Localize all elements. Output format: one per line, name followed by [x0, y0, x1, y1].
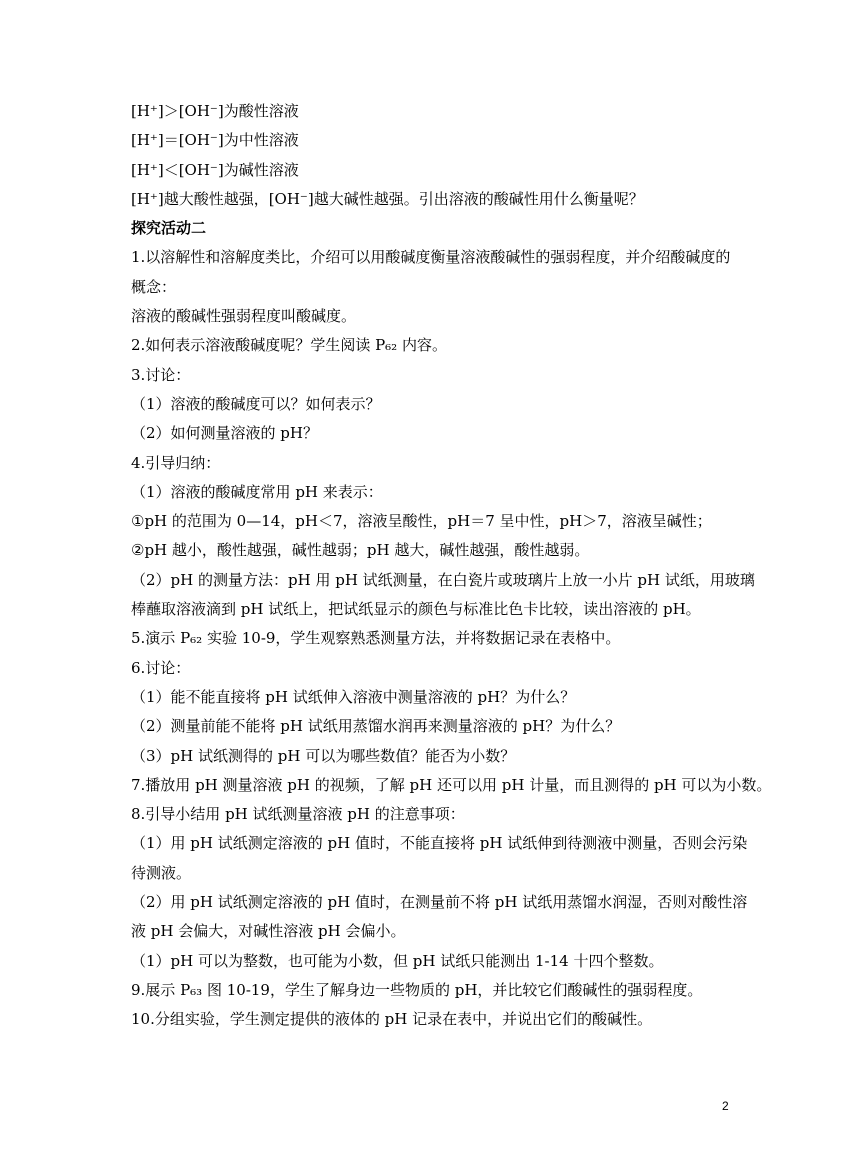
text-line: 10.分组实验，学生测定提供的液体的 pH 记录在表中，并说出它们的酸碱性。: [131, 1010, 653, 1029]
text-line: （1）溶液的酸碱度常用 pH 来表示：: [131, 482, 383, 501]
text-line: 9.展示 P₆₃ 图 10-19，学生了解身边一些物质的 pH，并比较它们酸碱性的强弱程度。: [131, 980, 703, 999]
text-line: 5.演示 P₆₂ 实验 10-9，学生观察熟悉测量方法，并将数据记录在表格中。: [131, 629, 621, 648]
text-line: ①pH 的范围为 0—14，pH＜7，溶液呈酸性，pH＝7 呈中性，pH＞7，溶液呈碱性；: [131, 512, 712, 531]
text-line: 2.如何表示溶液酸碱度呢？学生阅读 P₆₂ 内容。: [131, 336, 447, 355]
text-line: 液 pH 会偏大，对碱性溶液 pH 会偏小。: [131, 922, 406, 941]
text-line: （1）pH 可以为整数，也可能为小数，但 pH 试纸只能测出 1-14 十四个整数。: [131, 951, 664, 970]
text-line: （1）溶液的酸碱度可以？如何表示？: [131, 394, 381, 413]
text-line: （2）测量前能不能将 pH 试纸用蒸馏水润再来测量溶液的 pH？为什么？: [131, 717, 621, 736]
text-line: 6.讨论：: [131, 658, 191, 677]
text-line: （1）用 pH 试纸测定溶液的 pH 值时，不能直接将 pH 试纸伸到待测液中测量，否则会污染: [131, 834, 748, 853]
text-line: 溶液的酸碱性强弱程度叫酸碱度。: [131, 307, 357, 326]
text-line: [H⁺]＜[OH⁻]为碱性溶液: [131, 160, 299, 179]
text-line: （2）用 pH 试纸测定溶液的 pH 值时，在测量前不将 pH 试纸用蒸馏水润湿，否则对酸性溶: [131, 893, 748, 912]
section-heading: 探究活动二: [131, 219, 207, 238]
text-line: 待测液。: [131, 863, 192, 882]
text-line: [H⁺]越大酸性越强，[OH⁻]越大碱性越强。引出溶液的酸碱性用什么衡量呢？: [131, 189, 644, 208]
text-line: [H⁺]＝[OH⁻]为中性溶液: [131, 131, 299, 150]
text-line: 概念：: [131, 277, 177, 296]
page-number: 2: [722, 1099, 729, 1113]
document-body: [131, 101, 772, 1039]
text-line: （1）能不能直接将 pH 试纸伸入溶液中测量溶液的 pH？为什么？: [131, 687, 576, 706]
text-line: （2）pH 的测量方法：pH 用 pH 试纸测量，在白瓷片或玻璃片上放一小片 pH 试纸，用玻璃: [131, 570, 755, 589]
text-line: 1.以溶解性和溶解度类比，介绍可以用酸碱度衡量溶液酸碱性的强弱程度，并介绍酸碱度的: [131, 248, 731, 267]
text-line: 7.播放用 pH 测量溶液 pH 的视频，了解 pH 还可以用 pH 计量，而且测得的 pH 可以为小数。: [131, 775, 772, 794]
text-line: （2）如何测量溶液的 pH？: [131, 424, 318, 443]
text-line: 3.讨论：: [131, 365, 191, 384]
text-line: ②pH 越小，酸性越强，碱性越弱；pH 越大，碱性越强，酸性越弱。: [131, 541, 590, 560]
text-line: （3）pH 试纸测得的 pH 可以为哪些数值？能否为小数？: [131, 746, 516, 765]
text-line: 8.引导小结用 pH 试纸测量溶液 pH 的注意事项：: [131, 805, 465, 824]
text-line: [H⁺]＞[OH⁻]为酸性溶液: [131, 102, 299, 120]
text-line: 棒蘸取溶液滴到 pH 试纸上，把试纸显示的颜色与标准比色卡比较，读出溶液的 pH。: [131, 600, 701, 619]
text-line: 4.引导归纳：: [131, 453, 221, 472]
